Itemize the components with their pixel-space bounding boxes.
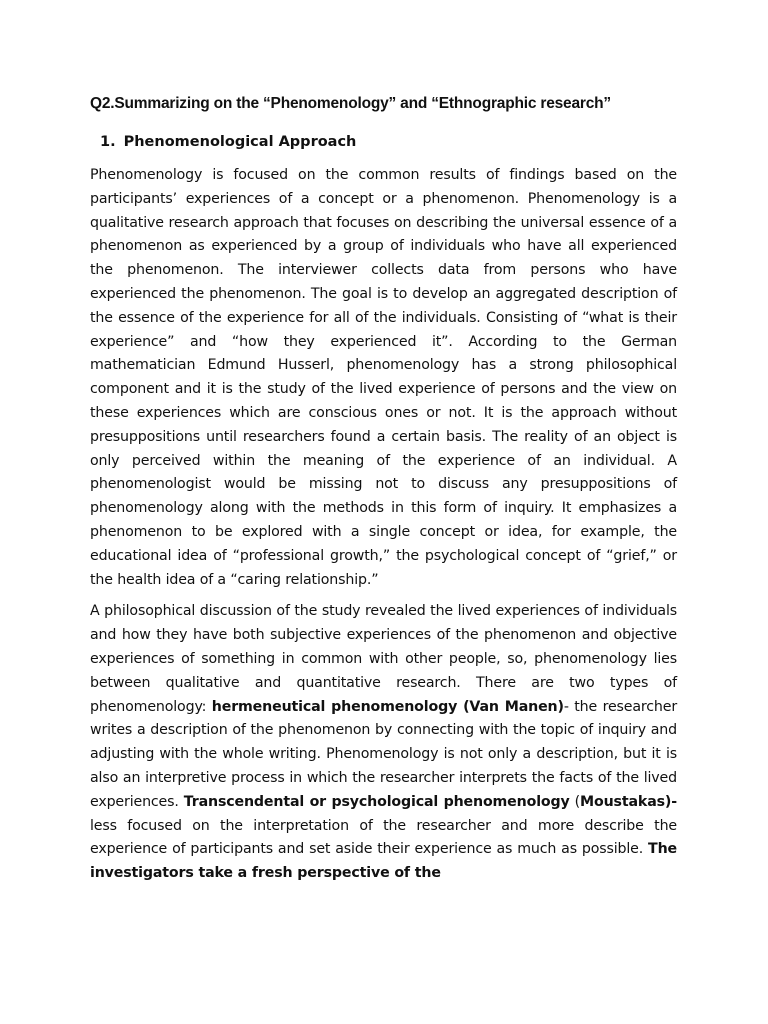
paragraph-2-text-1: A philosophical discussion of the study revealed the lived experiences of individuals and how they have both subjective experiences of the phenomenon and objective experiences of something in common with other people, so, phenomenology lies between qualitative and quantitative research. There are two types of phenomenology:: [90, 603, 677, 715]
section-number: 1.: [100, 134, 116, 150]
paragraph-2: [90, 600, 677, 886]
section-heading-text: Phenomenological Approach: [123, 134, 357, 150]
paragraph-2-text-3: (: [569, 793, 581, 810]
section-heading: [90, 130, 677, 154]
paragraph-2-text-4: less focused on the interpretation of the researcher and more describe the experience of participants and set aside their experience as much as possible.: [90, 817, 677, 858]
paragraph-2-bold-3: Moustakas)-: [580, 793, 677, 810]
document-page: [90, 92, 677, 894]
paragraph-2-text-2: - the researcher writes a description of the phenomenon by connecting with the topic of inquiry and adjusting with the whole writing. Phenomenology is not only a description, but it is also an interpretive process in which the researcher interprets the facts of the lived experiences.: [90, 698, 678, 810]
paragraph-2-bold-1: hermeneutical phenomenology (Van Manen): [211, 698, 564, 715]
paragraph-1: Phenomenology is focused on the common results of findings based on the participants’ experiences of a concept or a phenomenon. Phenomenology is a qualitative research approach that focuses on describing the universal essence of a phenomenon as experienced by a group of individuals who have all experienced the phenomenon. The interviewer collects data from persons who have experienced the phenomenon. The goal is to develop an aggregated description of the essence of the experience for all of the individuals. Consisting of “what is their experience” and “how they experienced it”. According to the German mathematician Edmund Husserl, phenomenology has a strong philosophical component and it is the study of the lived experience of persons and the view on these experiences which are conscious ones or not. It is the approach without presuppositions until researchers found a certain basis. The reality of an object is only perceived within the meaning of the experience of an individual. A phenomenologist would be missing not to discuss any presuppositions of phenomenology along with the methods in this form of inquiry. It emphasizes a phenomenon to be explored with a single concept or idea, for example, the educational idea of “professional growth,” the psychological concept of “grief,” or the health idea of a “caring relationship.”: [90, 167, 677, 588]
document-title: Q2.Summarizing on the “Phenomenology” and “Ethnographic research”: [90, 95, 611, 112]
paragraph-2-bold-4: The investigators take a fresh perspective of the: [90, 841, 677, 882]
paragraph-2-bold-2: Transcendental or psychological phenomenology: [183, 793, 570, 810]
